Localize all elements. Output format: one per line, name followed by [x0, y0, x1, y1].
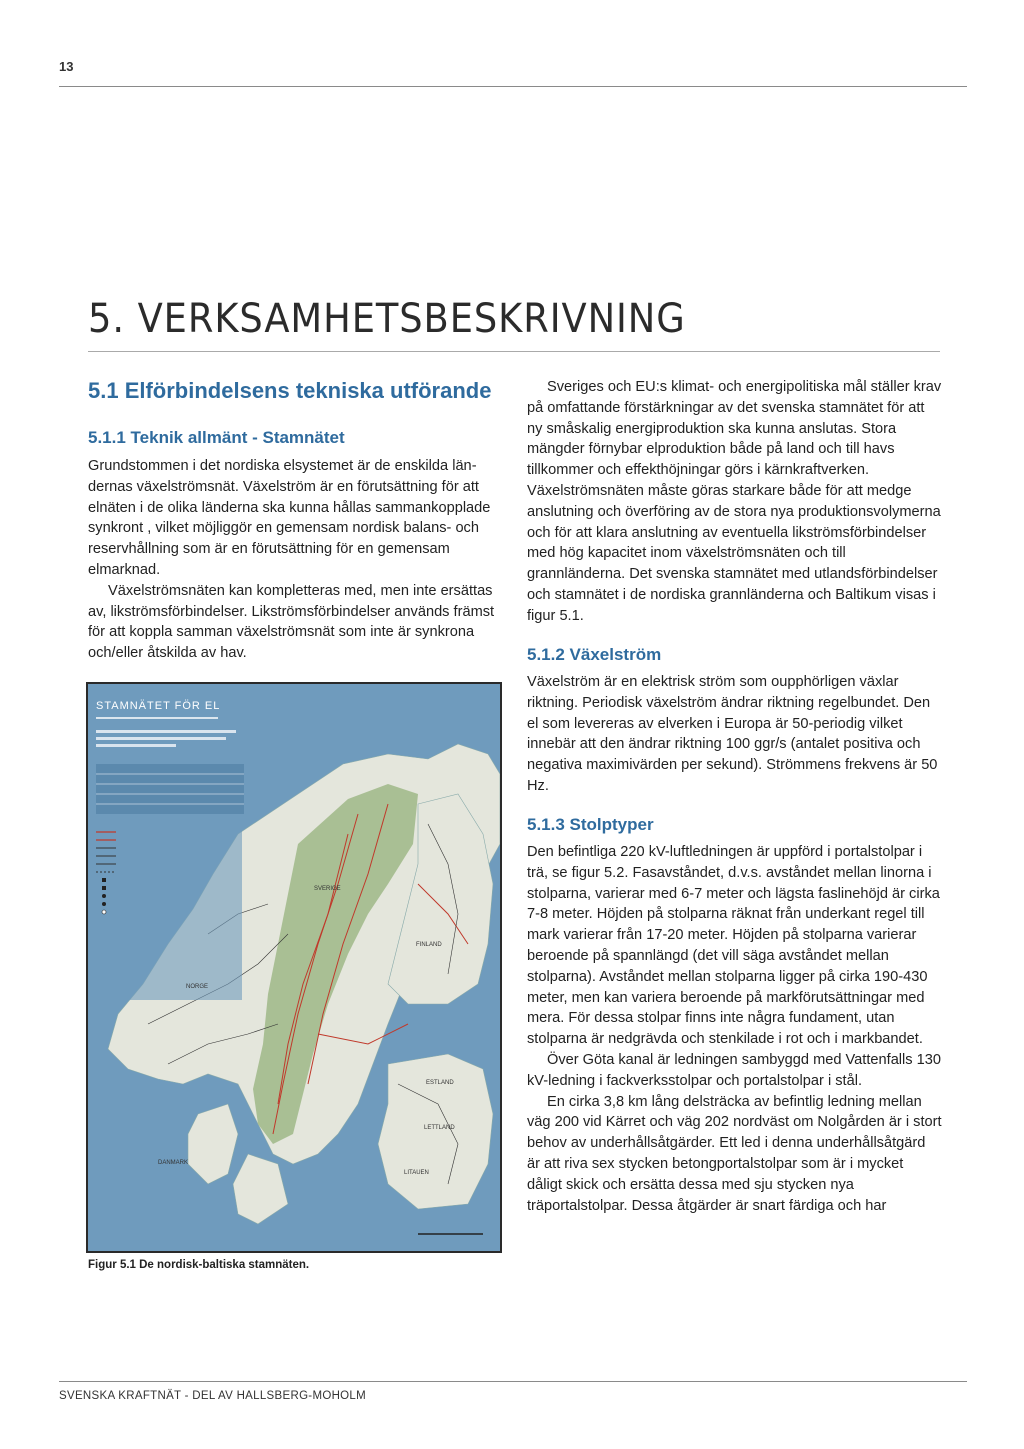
chapter-rule [88, 351, 940, 352]
section-heading-5-1: 5.1 Elförbindelsens tekniska utförande [88, 378, 492, 403]
header-rule [59, 86, 967, 87]
figure-caption: Figur 5.1 De nordisk-baltiska stamnäten. [88, 1259, 310, 1271]
label-danmark: DANMARK [158, 1160, 189, 1166]
section-heading-5-1-2: 5.1.2 Växelström [527, 645, 662, 664]
paragraph: Växelströmsnäten kan kompletteras med, men inte ersättas av, likströmsförbindelser. Likströmsförbindelser används främst för att koppla samman växelströmsnät som inte är synkrona och/eller åtskilda av hav. [88, 582, 495, 662]
label-lettland: LETTLAND [424, 1125, 455, 1131]
label-norge: NORGE [186, 984, 209, 990]
label-sverige: SVERIGE [314, 886, 341, 892]
grid-map-figure [86, 682, 502, 1253]
label-litauen: LITAUEN [404, 1170, 429, 1176]
legend-panel [92, 690, 242, 1000]
paragraph: Sveriges och EU:s klimat- och energipolitiska mål ställer krav på omfattande förstärkningar av det svenska stamnätet för att ny småskalig energiproduktion ska kunna anslutas. Stora mängder förnybar elproduktion både på land och till havs tillkommer och effekthöjningar görs i kärnkraftverken. Växelströmsnäten måste göras starkare både för att medge anslutning och överföring av de stora nya produktionsvolymerna och för att klara anslutning av eventuella likströmsförbindelser med hög kapacitet inom växelströmsnäten och till grannländerna. Det svenska stamnätet med utlandsförbindelser och stamnätet i de nordiska grannländerna och Baltikum visas i figur 5.1. [527, 379, 942, 624]
map-title: STAMNÄTET FÖR EL [96, 700, 221, 712]
label-estland: ESTLAND [426, 1080, 454, 1086]
paragraph: Växelström är en elektrisk ström som oupphörligen växlar riktning. Periodisk växelström ändrar riktning regelbundet. Den el som levereras av elverken i Europa är 50-periodig vilket innebär att den ändrar riktning 100 ggr/s (antalet positiva och negativa maximivärden per sekund). Strömmens frekvens är 50 Hz. [527, 674, 938, 794]
section-5-1-1-body [88, 456, 503, 664]
paragraph: Grundstommen i det nordiska elsystemet är de enskilda ländernas växelströmsnät. Växelström är en förutsättning för att elnäten i de olika länderna ska kunna hållas sammankopplade synkront , vilket möjliggör en gemensam nordisk balans- och reservhållning som är en förutsättning för en gemensam elmarknad. [88, 458, 491, 578]
label-finland: FINLAND [416, 942, 442, 948]
section-heading-5-1-3: 5.1.3 Stolptyper [527, 815, 654, 834]
section-5-1-2-body [527, 672, 942, 797]
paragraph: En cirka 3,8 km lång delsträcka av befintlig ledning mellan väg 200 vid Kärret och väg 202 nordväst om Nolgården är i stort behov av underhållsåtgärder. Ett led i denna underhållsåtgärd är att riva sex stycken betongportalstolpar som är i mycket dåligt skick och ersätta dessa med sju stycken nya träportalstolpar. Dessa åtgärder är snart färdiga och har [527, 1093, 942, 1214]
section-5-1-3-body [527, 842, 942, 1216]
paragraph: Den befintliga 220 kV-luftledningen är uppförd i portalstolpar i trä, se figur 5.2. Fasavståndet, d.v.s. avståndet mellan linorna i stolparna, varierar med 6-7 meter och lägsta faslinehöjd är cirka 7-8 meter. Höjden på stolparna räknat från underkant regel till mark varierar från 17-20 meter. Höjden på stolparna varierar beroende på spannlängd (det vill säga avståndet mellan stolparna). Avståndet mellan stolparna ligger på cirka 190-430 meter, men kan variera beroende på markförutsättningar med mera. För dessa stolpar finns inte några fundament, utan stolparna är nedgrävda och stenkilade i rot och i markbandet. [527, 844, 940, 1048]
section-heading-5-1-1: 5.1.1 Teknik allmänt - Stamnätet [88, 428, 345, 447]
nordic-grid-map [88, 684, 500, 1251]
footer-text: SVENSKA KRAFTNÄT - DEL AV HALLSBERG-MOHOLM [59, 1390, 366, 1402]
footer-rule [59, 1381, 967, 1382]
chapter-title: 5. VERKSAMHETSBESKRIVNING [88, 296, 686, 342]
baltics-land [378, 1054, 493, 1209]
intro-body [527, 377, 942, 627]
page-number: 13 [59, 59, 74, 74]
paragraph: Över Göta kanal är ledningen sambyggd med Vattenfalls 130 kV-ledning i fackverksstolpar och portalstolpar i stål. [527, 1051, 941, 1089]
